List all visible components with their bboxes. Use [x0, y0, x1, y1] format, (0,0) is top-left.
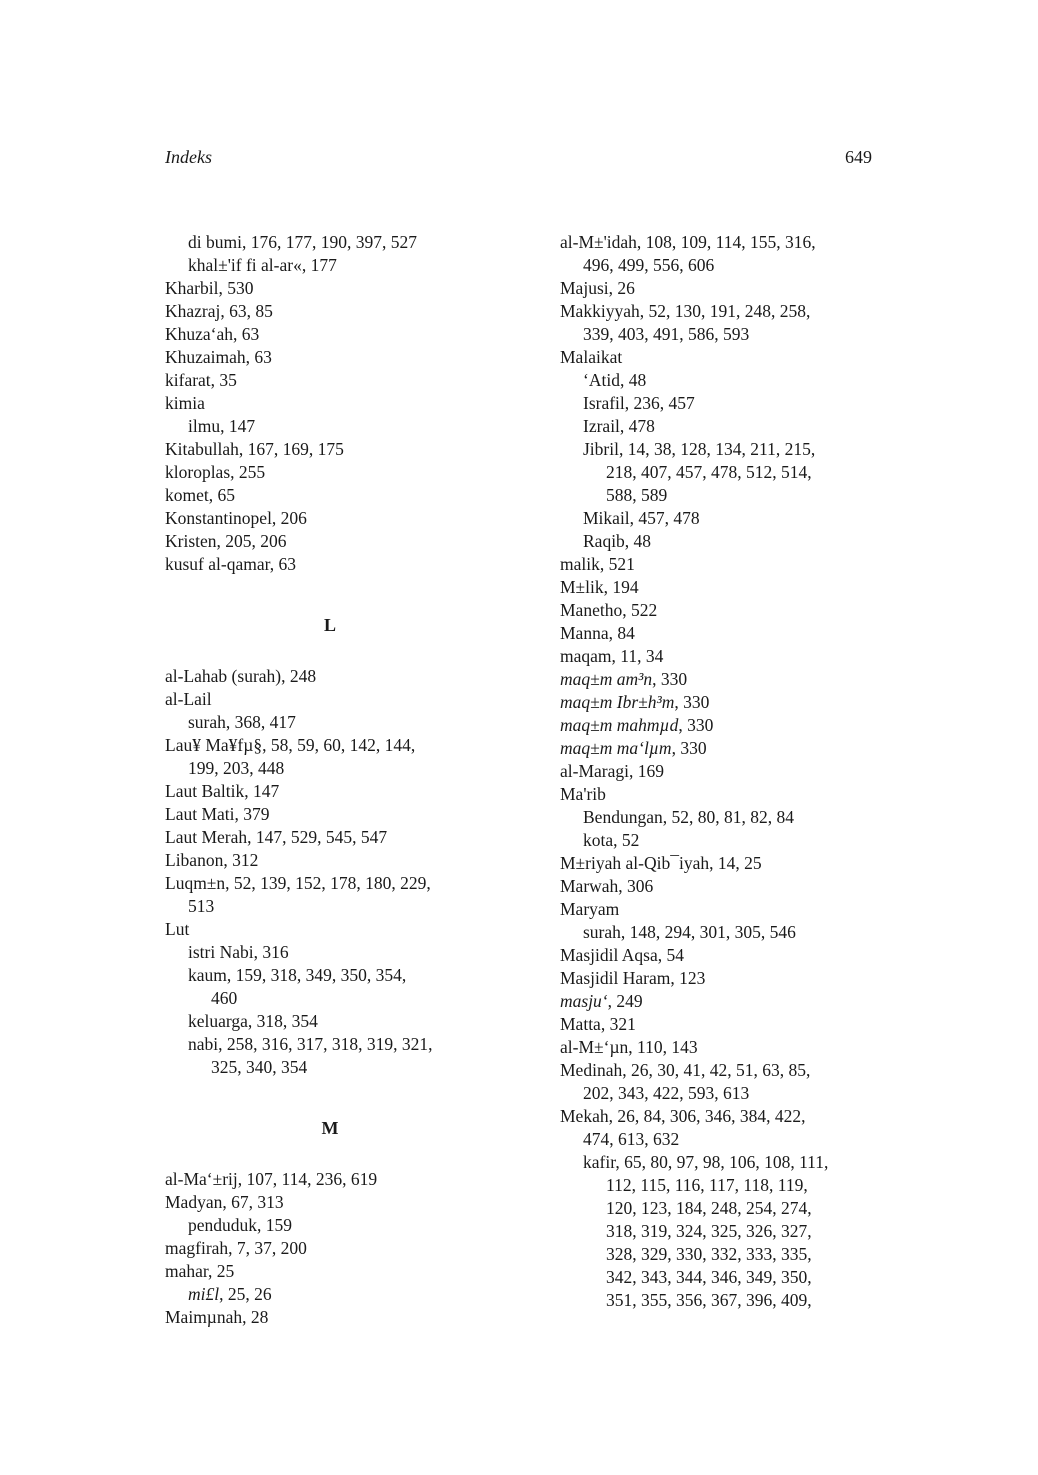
index-entry: mahar, 25 — [165, 1261, 235, 1281]
index-entry: Khuzaimah, 63 — [165, 347, 272, 367]
index-entry: 513 — [188, 896, 215, 916]
index-entry: Ma'rib — [560, 784, 606, 804]
index-entry: penduduk, 159 — [188, 1215, 293, 1235]
index-entry: malik, 521 — [560, 554, 635, 574]
index-entry: kifarat, 35 — [165, 370, 237, 390]
index-entry: Israfil, 236, 457 — [583, 393, 695, 413]
running-header-title: Indeks — [165, 147, 212, 167]
index-entry: 328, 329, 330, 332, 333, 335, — [606, 1244, 812, 1264]
index-columns — [165, 231, 900, 1329]
index-entry: ilmu, 147 — [188, 416, 256, 436]
index-entry-term-italic: mi£l — [188, 1284, 220, 1304]
index-entry: surah, 368, 417 — [188, 712, 296, 732]
index-entry: Maimµnah, 28 — [165, 1307, 269, 1327]
index-entry: magfirah, 7, 37, 200 — [165, 1238, 307, 1258]
index-entry: Laut Merah, 147, 529, 545, 547 — [165, 827, 388, 847]
index-entry: khal±'if fi al-ar«, 177 — [188, 255, 337, 275]
index-entry: Izrail, 478 — [583, 416, 655, 436]
page-header — [165, 146, 872, 168]
index-entry: kloroplas, 255 — [165, 462, 266, 482]
index-entry: Masjidil Aqsa, 54 — [560, 945, 684, 965]
index-entry-text: , 330 — [671, 738, 707, 758]
index-entry: nabi, 258, 316, 317, 318, 319, 321, — [188, 1034, 433, 1054]
index-entry: Mikail, 457, 478 — [583, 508, 700, 528]
index-entry — [560, 737, 900, 760]
index-entry-term-italic: maq±m mahmµd — [560, 715, 679, 735]
index-entry-text: , 25, 26 — [219, 1284, 272, 1304]
index-entry-text: , 330 — [678, 715, 714, 735]
index-entry: 342, 343, 344, 346, 349, 350, — [606, 1267, 812, 1287]
index-column-left — [165, 231, 495, 1329]
index-column-right — [560, 231, 900, 1329]
index-entry: M±riyah al-Qib¯iyah, 14, 25 — [560, 853, 762, 873]
index-entry: 202, 343, 422, 593, 613 — [583, 1083, 750, 1103]
index-entry: Mekah, 26, 84, 306, 346, 384, 422, — [560, 1106, 806, 1126]
index-entry: 120, 123, 184, 248, 254, 274, — [606, 1198, 812, 1218]
index-entry: Manna, 84 — [560, 623, 635, 643]
index-entry: al-Ma‘±rij, 107, 114, 236, 619 — [165, 1169, 378, 1189]
section-heading: L — [323, 615, 336, 635]
index-entry: Khuza‘ah, 63 — [165, 324, 260, 344]
index-entry-text: , 330 — [674, 692, 710, 712]
index-entry: Bendungan, 52, 80, 81, 82, 84 — [583, 807, 794, 827]
index-entry: Malaikat — [560, 347, 623, 367]
index-entry: 112, 115, 116, 117, 118, 119, — [606, 1175, 808, 1195]
index-entry: 351, 355, 356, 367, 396, 409, — [606, 1290, 812, 1310]
index-entry: Kristen, 205, 206 — [165, 531, 287, 551]
index-entry: 460 — [211, 988, 238, 1008]
index-entry: 199, 203, 448 — [188, 758, 285, 778]
index-entry: 339, 403, 491, 586, 593 — [583, 324, 750, 344]
index-entry: al-Maragi, 169 — [560, 761, 664, 781]
index-entry: 474, 613, 632 — [583, 1129, 680, 1149]
index-entry: Marwah, 306 — [560, 876, 654, 896]
index-entry: Lau¥ Ma¥fµ§, 58, 59, 60, 142, 144, — [165, 735, 416, 755]
index-entry: Khazraj, 63, 85 — [165, 301, 273, 321]
index-entry: Laut Mati, 379 — [165, 804, 270, 824]
page-number: 649 — [845, 147, 872, 167]
index-entry — [560, 990, 900, 1013]
index-entry: Madyan, 67, 313 — [165, 1192, 284, 1212]
index-entry-text: , 249 — [607, 991, 643, 1011]
index-entry: Matta, 321 — [560, 1014, 636, 1034]
index-entry-term-italic: maq±m Ibr±h³m — [560, 692, 675, 712]
index-entry: Kitabullah, 167, 169, 175 — [165, 439, 344, 459]
index-entry: Luqm±n, 52, 139, 152, 178, 180, 229, — [165, 873, 431, 893]
index-entry: ‘Atid, 48 — [583, 370, 647, 390]
index-entry: kimia — [165, 393, 205, 413]
index-entry — [560, 668, 900, 691]
index-entry: kota, 52 — [583, 830, 640, 850]
index-entry: al-Lail — [165, 689, 212, 709]
index-entry: komet, 65 — [165, 485, 235, 505]
index-entry: Makkiyyah, 52, 130, 191, 248, 258, — [560, 301, 811, 321]
index-entry: al-M±'idah, 108, 109, 114, 155, 316, — [560, 232, 816, 252]
index-entry: Jibril, 14, 38, 128, 134, 211, 215, — [583, 439, 816, 459]
index-entry: 325, 340, 354 — [211, 1057, 308, 1077]
index-entry: Majusi, 26 — [560, 278, 635, 298]
index-entry: Medinah, 26, 30, 41, 42, 51, 63, 85, — [560, 1060, 811, 1080]
index-entry: Manetho, 522 — [560, 600, 658, 620]
section-heading: M — [321, 1118, 339, 1138]
index-entry: kusuf al-qamar, 63 — [165, 554, 296, 574]
index-entry — [560, 714, 900, 737]
index-entry: keluarga, 318, 354 — [188, 1011, 318, 1031]
index-entry: Maryam — [560, 899, 620, 919]
index-entry: istri Nabi, 316 — [188, 942, 289, 962]
index-entry: Konstantinopel, 206 — [165, 508, 307, 528]
index-entry — [560, 691, 900, 714]
index-entry-term-italic: maq±m am³n — [560, 669, 653, 689]
index-entry: kafir, 65, 80, 97, 98, 106, 108, 111, — [583, 1152, 829, 1172]
index-entry: Lut — [165, 919, 190, 939]
index-entry: 318, 319, 324, 325, 326, 327, — [606, 1221, 812, 1241]
index-entry: Laut Baltik, 147 — [165, 781, 280, 801]
index-entry-term-italic: maq±m ma‘lµm — [560, 738, 672, 758]
index-entry: Raqib, 48 — [583, 531, 652, 551]
index-entry — [165, 1283, 495, 1306]
index-entry: Libanon, 312 — [165, 850, 259, 870]
index-entry: Masjidil Haram, 123 — [560, 968, 706, 988]
index-entry: di bumi, 176, 177, 190, 397, 527 — [188, 232, 417, 252]
index-entry: 496, 499, 556, 606 — [583, 255, 715, 275]
index-entry-term-italic: masju‘ — [560, 991, 608, 1011]
index-entry: kaum, 159, 318, 349, 350, 354, — [188, 965, 407, 985]
index-entry: maqam, 11, 34 — [560, 646, 664, 666]
index-entry: surah, 148, 294, 301, 305, 546 — [583, 922, 796, 942]
index-entry: 588, 589 — [606, 485, 668, 505]
index-entry: 218, 407, 457, 478, 512, 514, — [606, 462, 812, 482]
index-entry: M±lik, 194 — [560, 577, 639, 597]
index-entry-text: , 330 — [652, 669, 688, 689]
index-entry: al-Lahab (surah), 248 — [165, 666, 317, 686]
index-entry: al-M±‘µn, 110, 143 — [560, 1037, 698, 1057]
index-entry: Kharbil, 530 — [165, 278, 254, 298]
